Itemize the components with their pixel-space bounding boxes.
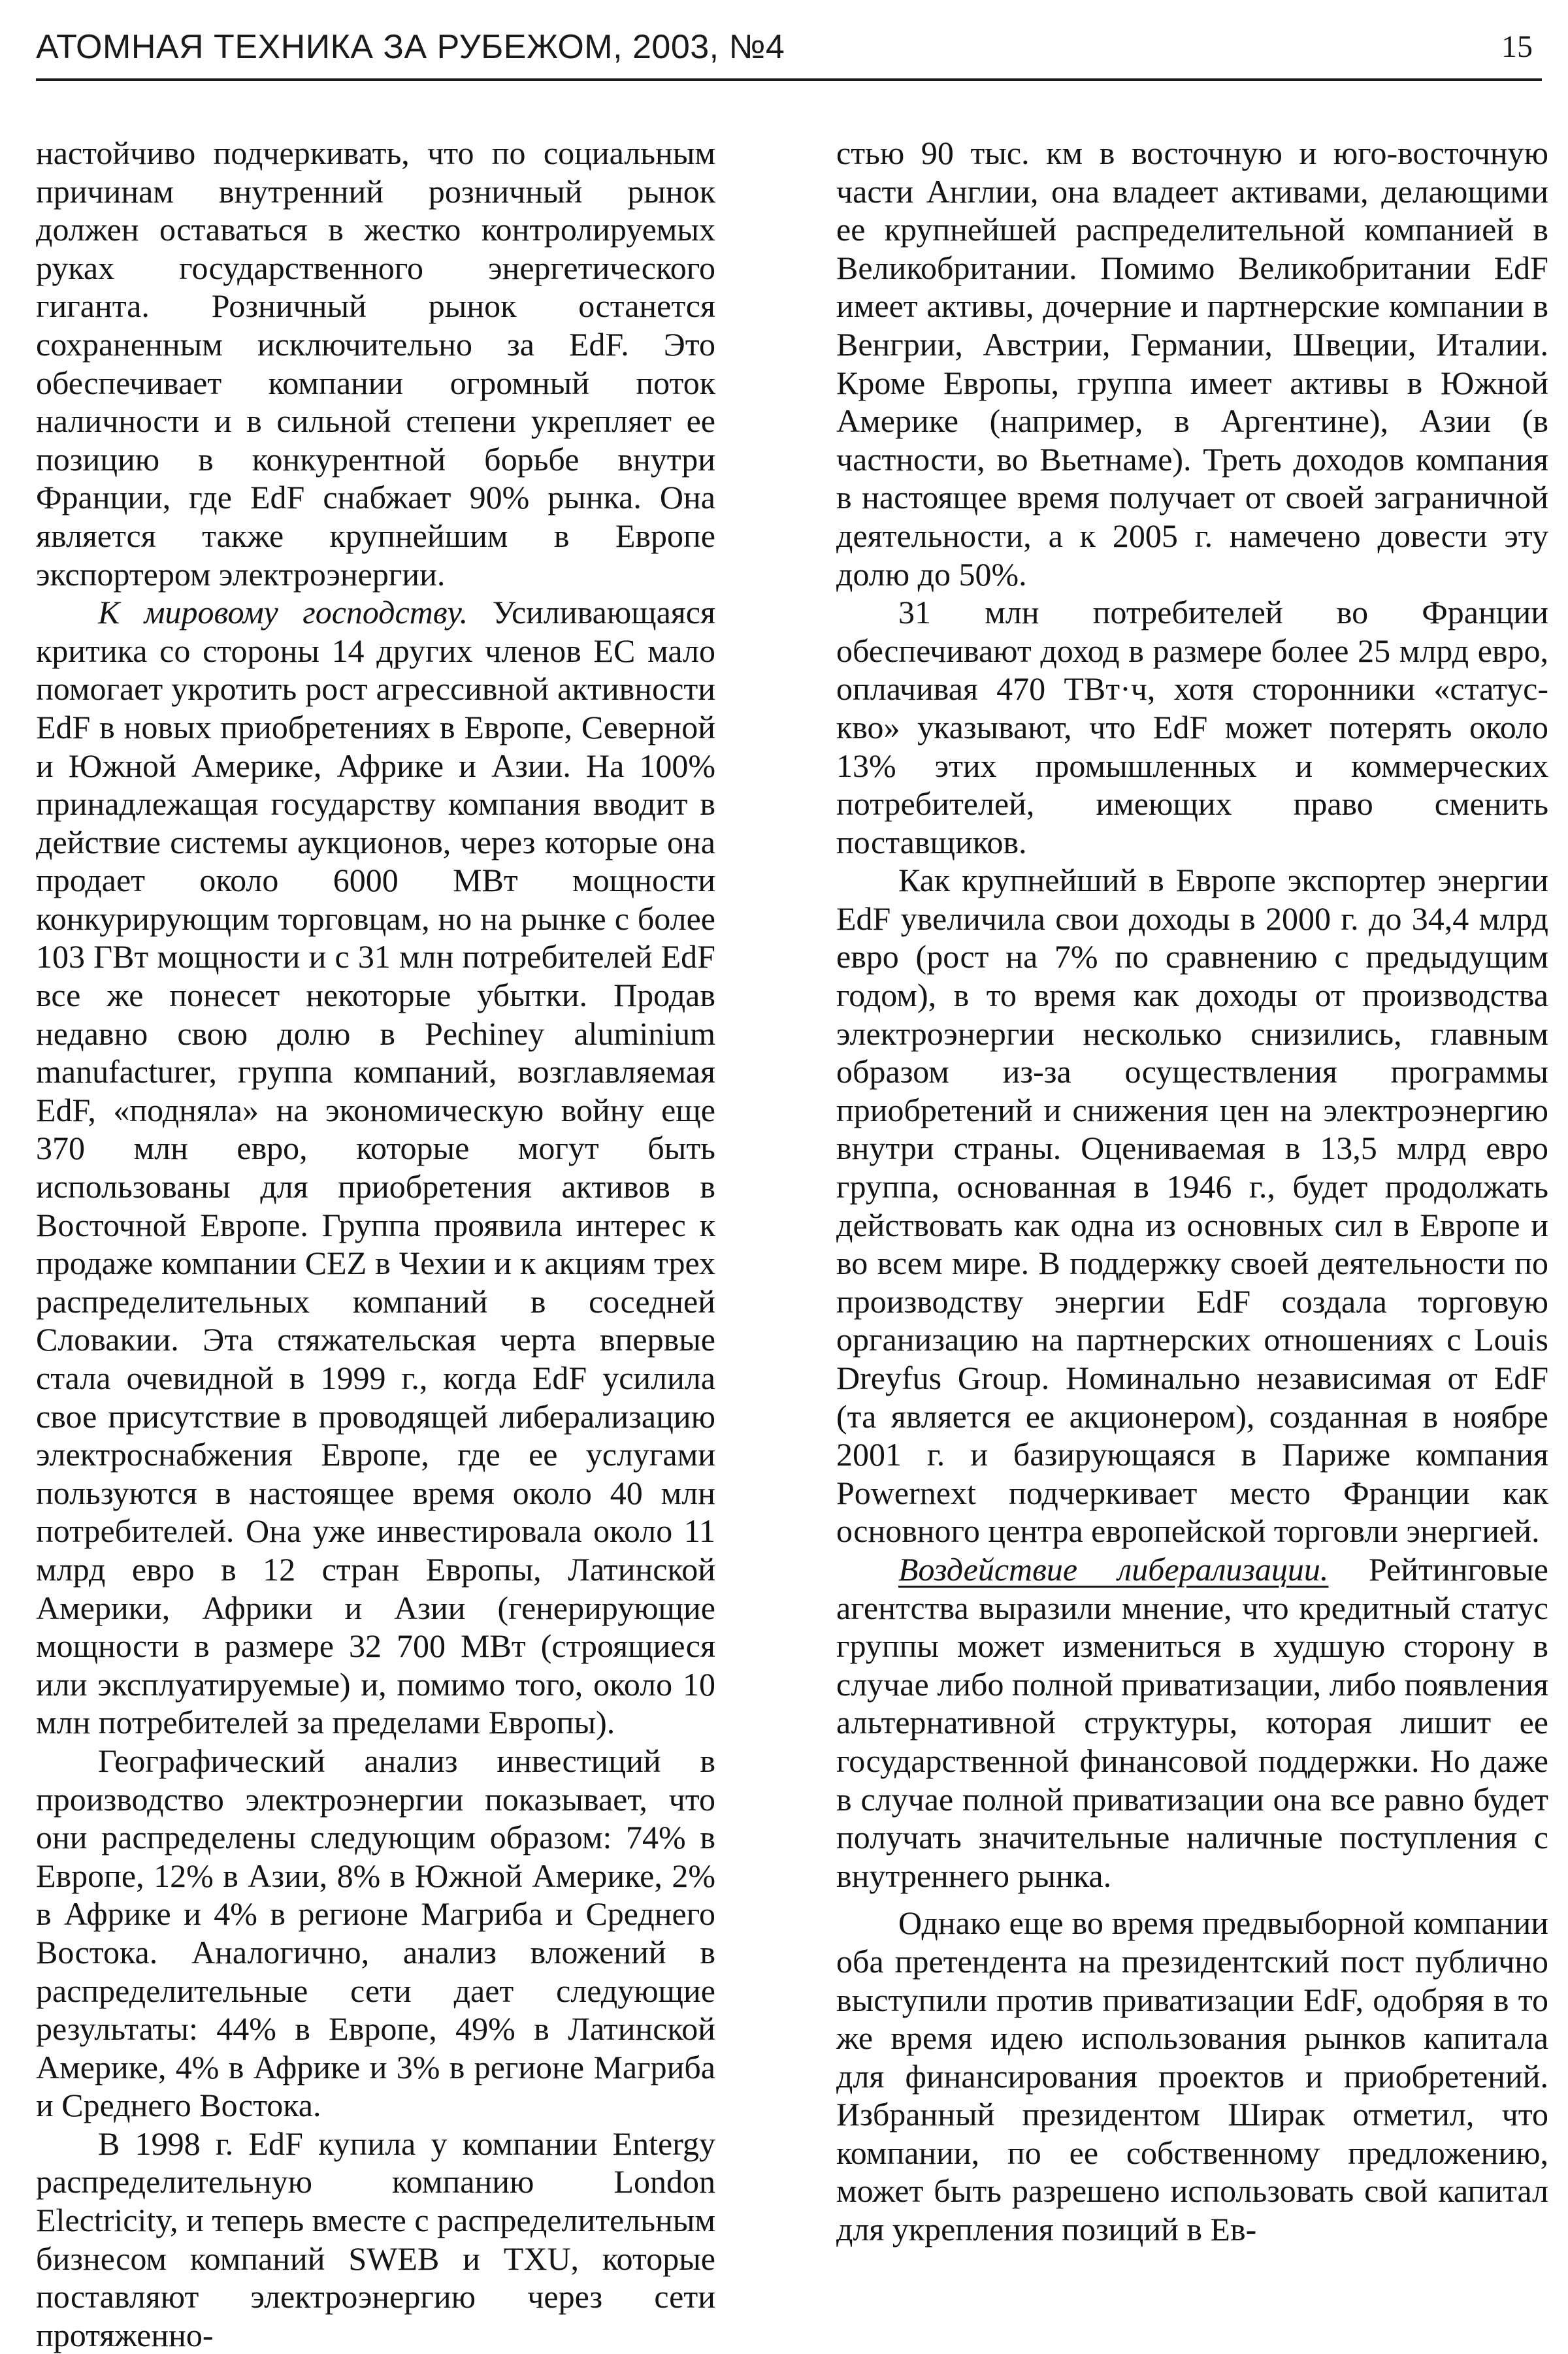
journal-title: АТОМНАЯ ТЕХНИКА ЗА РУБЕЖОМ, 2003, №4 bbox=[36, 28, 785, 66]
left-column bbox=[36, 134, 715, 2354]
paragraph-text: Усиливающаяся критика со стороны 14 других членов ЕС мало помогает укротить рост агрессивной активности EdF в новых приобретениях в Европе, Северной и Южной Америке, Африке и Азии. На 100% принадлежащая государству компания вводит в действие системы аукционов, через которые она продает около 6000 МВт мощности конкурирующим торговцам, но на рынке с более 103 ГВт мощности и с 31 млн потребителей EdF все же понесет некоторые убытки. Продав недавно свою долю в Pechiney aluminium manufacturer, группа компаний, возглавляемая EdF, «подняла» на экономическую войну еще 370 млн евро, которые могут быть использованы для приобретения активов в Восточной Европе. Группа проявила интерес к продаже компании CEZ в Чехии и к акциям трех распределительных компаний в соседней Словакии. Эта стяжательская черта впервые стала очевидной в 1999 г., когда EdF усилила свое присутствие в проводящей либерализацию электроснабжения Европе, где ее услугами пользуются в настоящее время около 40 млн потребителей. Она уже инвестировала около 11 млрд евро в 12 стран Европы, Латинской Америки, Африки и Азии (генерирующие мощности в размере 32 700 МВт (строящиеся или эксплуатируемые) и, помимо того, около 10 млн потребителей за пределами Европы). bbox=[36, 594, 715, 1741]
right-column bbox=[836, 134, 1548, 2249]
paragraph-geographic-analysis: Географический анализ инвестиций в производство электроэнергии показывает, что они распределены следующим образом: 74% в Европе, 12% в Азии, 8% в Южной Америке, 2% в Африке и 4% в регионе Магриба и Среднего Востока. Аналогично, анализ вложений в распределительные сети дает следующие результаты: 44% в Европе, 49% в Латинской Америке, 4% в Африке и 3% в регионе Магриба и Среднего Востока. bbox=[36, 1742, 715, 2124]
section-rubric-liberalization: Воздействие либерализации. bbox=[898, 1550, 1329, 1588]
running-header bbox=[36, 20, 1542, 81]
paragraph-election-campaign: Однако еще во время предвыборной компании оба претендента на президентский пост публично выступили против приватизации EdF, одобряя в то же время идею использования рынков капитала для финансирования проектов и приобретений. Избранный президентом Ширак отметил, что компании, по ее собственному предложению, может быть разрешено использовать свой капитал для укрепления позиций в Ев- bbox=[836, 1904, 1548, 2248]
section-rubric-world-dominance: К мировому господству. bbox=[98, 594, 468, 631]
paragraph-world-dominance bbox=[36, 593, 715, 1742]
paragraph-london-electricity: В 1998 г. EdF купила у компании Entergy распределительную компанию London Electricity, и теперь вместе с распределительным бизнесом компаний SWEB и TXU, которые поставляют электроэнергию через сети протяженно- bbox=[36, 2125, 715, 2353]
paragraph-continuation: стью 90 тыс. км в восточную и юго-восточную части Англии, она владеет активами, делающими ее крупнейшей распределительной компанией в Великобритании. Помимо Великобритании EdF имеет активы, дочерние и партнерские компании в Венгрии, Австрии, Германии, Швеции, Италии. Кроме Европы, группа имеет активы в Южной Америке (например, в Аргентине), Азии (в частности, во Вьетнаме). Треть доходов компания в настоящее время получает от своей заграничной деятельности, а к 2005 г. намечено довести эту долю до 50%. bbox=[836, 135, 1548, 593]
paragraph-largest-exporter: Как крупнейший в Европе экспортер энергии EdF увеличила свои доходы в 2000 г. до 34,4 млрд евро (рост на 7% по сравнению с предыдущим годом), в то время как доходы от производства электроэнергии несколько снизились, главным образом из-за осуществления программы приобретений и снижения цен на электроэнергию внутри страны. Оцениваемая в 13,5 млрд евро группа, основанная в 1946 г., будет продолжать действовать как одна из основных сил в Европе и во всем мире. В поддержку своей деятельности по производству энергии EdF создала торговую организацию на партнерских отношениях с Louis Dreyfus Group. Номинально независимая от EdF (та является ее акционером), созданная в ноябре 2001 г. и базирующаяся в Париже компания Powernext подчеркивает место Франции как основного центра европейской торговли энергией. bbox=[836, 862, 1548, 1550]
paragraph-continuation: настойчиво подчеркивать, что по социальным причинам внутренний розничный рынок должен оставаться в жестко контролируемых руках государственного энергетического гиганта. Розничный рынок останется сохраненным исключительно за EdF. Это обеспечивает компании огромный поток наличности и в сильной степени укрепляет ее позицию в конкурентной борьбе внутри Франции, где EdF снабжает 90% рынка. Она является также крупнейшим в Европе экспортером электроэнергии. bbox=[36, 135, 715, 593]
page-number: 15 bbox=[1501, 29, 1533, 64]
paragraph-text: Рейтинговые агентства выразили мнение, что кредитный статус группы может измениться в худшую сторону в случае либо полной приватизации, либо появления альтернативной структуры, которая лишит ее государственной финансовой поддержки. Но даже в случае полной приватизации она все равно будет получать значительные наличные поступления с внутреннего рынка. bbox=[836, 1550, 1548, 1894]
paragraph-liberalization-impact bbox=[836, 1550, 1548, 1895]
paragraph-consumers-france: 31 млн потребителей во Франции обеспечивают доход в размере более 25 млрд евро, оплачивая 470 ТВт·ч, хотя сторонники «статус-кво» указывают, что EdF может потерять около 13% этих промышленных и коммерческих потребителей, имеющих право сменить поставщиков. bbox=[836, 594, 1548, 860]
